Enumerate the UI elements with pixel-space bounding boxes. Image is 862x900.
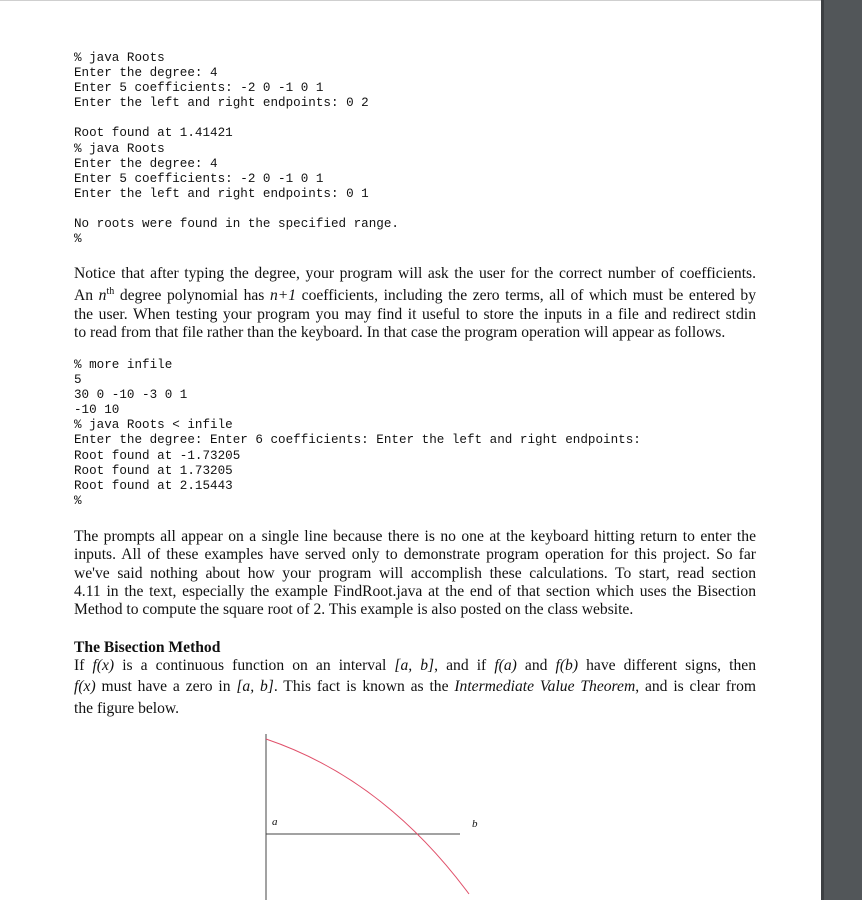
math-n: n	[98, 287, 107, 305]
paragraph-prompts	[74, 528, 756, 619]
code-line: Root found at 1.73205	[74, 463, 233, 478]
code-line: % more infile	[74, 358, 173, 372]
code-line: % java Roots	[74, 51, 165, 65]
text-line: The prompts all appear on a single line because there is no one at the keyboard hitting return to enter the	[74, 528, 756, 545]
viewer-scroll-edge	[821, 0, 824, 900]
code-line	[74, 111, 399, 126]
bisection-figure	[264, 734, 484, 900]
terminal-example-1	[74, 51, 399, 247]
function-curve	[266, 739, 469, 894]
math-fa: f(a)	[494, 657, 517, 674]
text-line: the user. When testing your program you may find it useful to store the inputs in a file and redirect stdin	[74, 305, 756, 323]
code-line: 30 0 -10 -3 0 1	[74, 388, 188, 403]
math-interval: [a, b]	[236, 678, 274, 696]
code-line: Root found at -1.73205	[74, 448, 241, 463]
math-fb: f(b)	[555, 657, 579, 674]
label-a: a	[272, 816, 278, 828]
code-line: Enter the degree: Enter 6 coefficients: Enter the left and right endpoints:	[74, 433, 641, 448]
text-line: the figure below.	[74, 699, 180, 717]
math-n-plus-1: n+1	[269, 287, 297, 305]
code-line: -10 10	[74, 403, 120, 418]
terminal-example-2	[74, 358, 641, 509]
code-line: % java Roots	[74, 141, 165, 156]
math-fx: f(x)	[92, 657, 115, 674]
section-heading: The Bisection Method	[74, 639, 221, 656]
code-line: 5	[74, 373, 82, 388]
text-line: An $n^{th}$ degree polynomial has n+1 coefficients, including the zero terms, all of which must be entered by	[74, 286, 756, 305]
code-line: Root found at 2.15443	[74, 478, 233, 493]
code-line: Enter 5 coefficients: -2 0 -1 0 1	[74, 171, 324, 186]
paragraph-bisection	[74, 657, 756, 718]
text-line: If f(x) is a continuous function on an interval [a, b], and if f(a) and f(b) have different signs, then	[74, 657, 757, 674]
code-line: Enter the left and right endpoints: 0 1	[74, 186, 369, 201]
text-line: to read from that file rather than the keyboard. In that case the program operation will appear as follows.	[74, 324, 726, 342]
code-line: %	[74, 493, 82, 508]
text-line: 4.11 in the text, especially the example FindRoot.java at the end of that section which uses the Bisection	[74, 582, 756, 600]
text-line: we've said nothing about how your program will accomplish these calculations. To start, read section	[74, 564, 756, 582]
code-line: Enter 5 coefficients: -2 0 -1 0 1	[74, 81, 324, 96]
code-line: Enter the degree: 4	[74, 66, 218, 81]
code-line: Enter the left and right endpoints: 0 2	[74, 96, 369, 111]
code-line: No roots were found in the specified range.	[74, 217, 399, 232]
code-line: Root found at 1.41421	[74, 126, 233, 141]
math-fx: f(x)	[74, 678, 96, 696]
text-line: Notice that after typing the degree, your program will ask the user for the correct number of coefficients.	[74, 265, 756, 282]
code-line: Enter the degree: 4	[74, 156, 218, 171]
code-line: %	[74, 232, 82, 247]
math-interval: [a, b]	[394, 657, 435, 674]
code-line	[74, 202, 399, 217]
label-b: b	[472, 818, 478, 830]
text-line: Method to compute the square root of 2. This example is also posted on the class website.	[74, 601, 634, 619]
text-line: inputs. All of these examples have served only to demonstrate program operation for this project. So far	[74, 546, 756, 564]
code-line: % java Roots < infile	[74, 418, 233, 433]
paragraph-coefficients	[74, 265, 756, 342]
theorem-name: Intermediate Value Theorem	[454, 678, 636, 696]
text-line: f(x) must have a zero in [a, b]. This fact is known as the Intermediate Value Theorem, and is clear from	[74, 678, 757, 696]
superscript-th: th	[106, 286, 115, 298]
